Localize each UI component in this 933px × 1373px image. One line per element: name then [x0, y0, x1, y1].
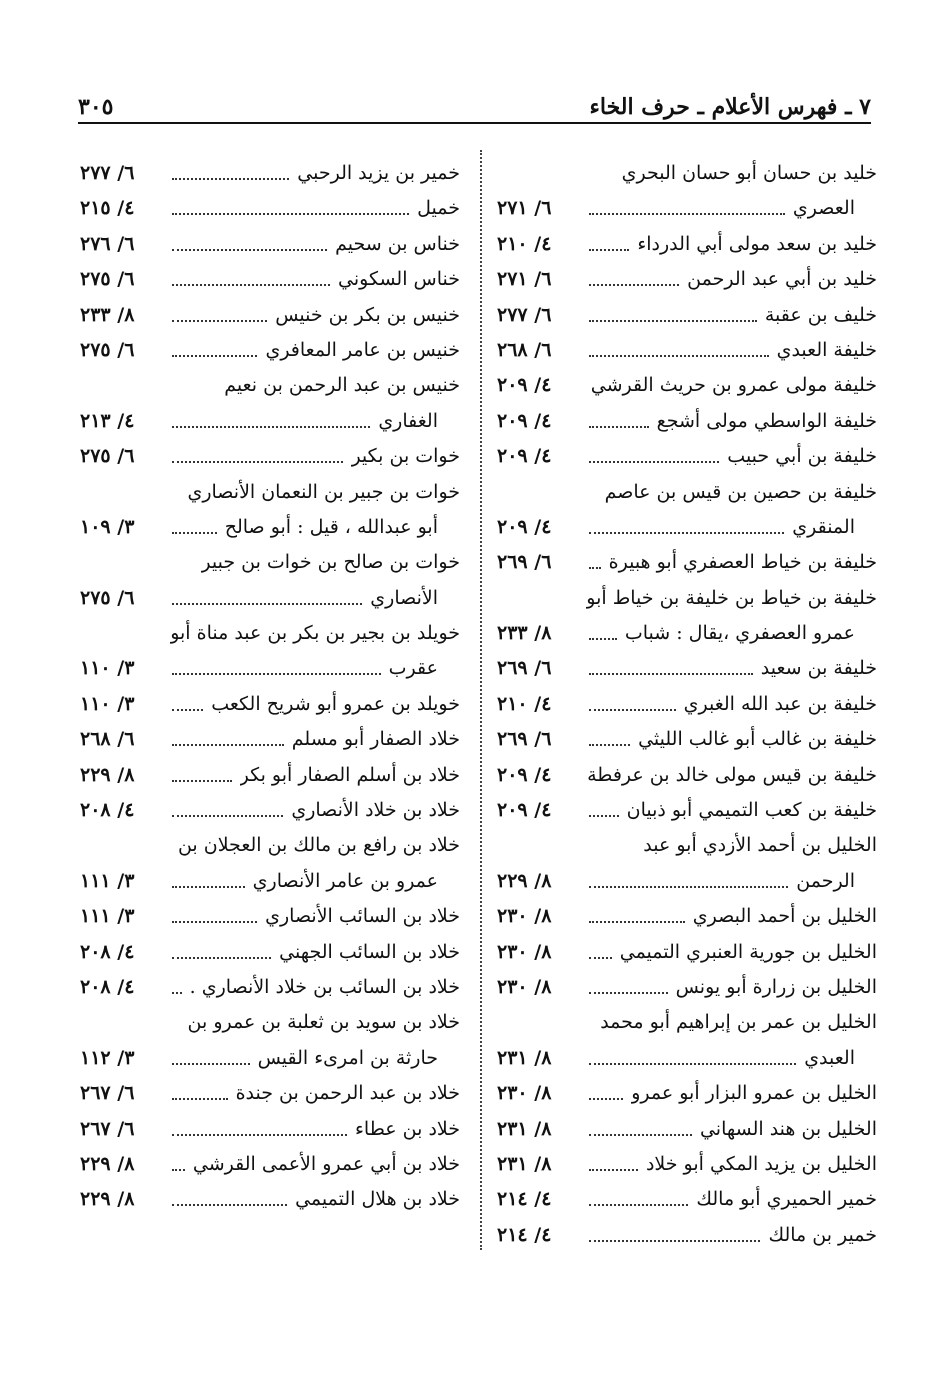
entry-name: خليفة بن قيس مولى خالد بن عرفطة — [587, 763, 877, 786]
index-entry — [80, 581, 460, 616]
index-entry — [80, 227, 460, 262]
leader-dots — [589, 886, 788, 888]
entry-name: خليفة بن حصين بن قيس بن عاصم — [604, 480, 877, 503]
index-entry — [80, 935, 460, 970]
entry-name: خلاد الصفار أبو مسلم — [291, 728, 460, 751]
entry-reference: ٤/ ٢٠٩ — [497, 445, 552, 468]
index-entry — [80, 758, 460, 793]
column-divider — [480, 150, 482, 1250]
entry-reference: ٤/ ٢٠٩ — [497, 409, 552, 432]
index-entry — [80, 1041, 460, 1076]
index-entry — [497, 1182, 877, 1217]
entry-name: خوات بن صالح بن خوات بن جبير — [201, 551, 460, 574]
leader-dots — [589, 921, 685, 923]
leader-dots — [589, 673, 753, 675]
index-entry — [497, 1112, 877, 1147]
index-entry — [80, 298, 460, 333]
entry-name: خلاد بن عبد الرحمن بن جندة — [235, 1082, 460, 1105]
leader-dots — [172, 355, 257, 357]
leader-dots — [172, 815, 283, 817]
index-entry — [80, 970, 460, 1005]
index-entry — [497, 404, 877, 439]
index-entry — [497, 1041, 877, 1076]
entry-name: خلاد بن خلاد الأنصاري — [291, 799, 460, 822]
entry-name: خوات بن بكير — [351, 445, 460, 468]
index-entry — [497, 1076, 877, 1111]
leader-dots — [172, 744, 284, 746]
entry-name: خليفة بن سعيد — [760, 657, 877, 680]
entry-reference: ٤/ ٢١٥ — [80, 197, 135, 220]
index-entry — [497, 156, 877, 191]
leader-dots — [172, 284, 330, 286]
entry-name: خليف بن عقبة — [764, 303, 877, 326]
entry-name: خليفة العبدي — [776, 338, 877, 361]
index-entry — [497, 545, 877, 580]
index-entry — [80, 545, 460, 580]
entry-name: الخليل بن هند السهاني — [699, 1117, 877, 1140]
entry-name: العصري — [792, 197, 855, 220]
index-entry — [80, 1182, 460, 1217]
entry-name: حارثة بن امرىء القيس — [257, 1046, 438, 1069]
page-title: ٧ ـ فهرس الأعلام ـ حرف الخاء — [589, 94, 871, 120]
entry-reference: ٨/ ٢٣٠ — [497, 940, 552, 963]
entry-name: خلاد بن السائب الأنصاري — [265, 905, 460, 928]
entry-name: خلاد بن أبي عمرو الأعمى القرشي — [192, 1152, 460, 1175]
leader-dots — [172, 426, 370, 428]
entry-reference: ٤/ ٢٠٨ — [80, 940, 135, 963]
entry-reference: ٦/ ٢٦٨ — [497, 338, 552, 361]
entry-name: الخليل بن جورية العنبري التميمي — [619, 940, 877, 963]
index-entry — [497, 1147, 877, 1182]
index-entry — [80, 510, 460, 545]
index-entry — [497, 298, 877, 333]
index-entry — [80, 404, 460, 439]
leader-dots — [589, 815, 619, 817]
entry-name: عمرو بن عامر الأنصاري — [252, 869, 438, 892]
index-entry — [497, 227, 877, 262]
leader-dots — [172, 532, 217, 534]
leader-dots — [589, 532, 784, 534]
index-entry — [497, 191, 877, 226]
index-entry — [497, 687, 877, 722]
index-entry — [497, 793, 877, 828]
entry-name: عقرب — [388, 657, 438, 680]
entry-reference: ٤/ ٢٠٩ — [497, 763, 552, 786]
leader-dots — [172, 957, 271, 959]
entry-name: الخليل بن عمر بن إبراهيم أبو محمد — [600, 1011, 877, 1034]
entry-name: خمير بن يزيد الرحبي — [297, 162, 460, 184]
entry-reference: ٤/ ٢١٤ — [497, 1223, 552, 1246]
entry-reference: ٦/ ٢٦٩ — [497, 551, 552, 574]
entry-reference: ٨/ ٢٢٩ — [80, 763, 135, 786]
entry-name: خليد بن أبي عبد الرحمن — [687, 268, 877, 291]
leader-dots — [589, 567, 601, 569]
leader-dots — [589, 320, 757, 322]
leader-dots — [172, 1204, 287, 1206]
index-entry — [497, 722, 877, 757]
entry-name: خويلد بن عمرو أبو شريح الكعب — [211, 692, 460, 715]
entry-reference: ٦/ ٢٦٧ — [80, 1117, 135, 1140]
entry-reference: ٨/ ٢٣٣ — [497, 622, 552, 645]
leader-dots — [589, 1169, 638, 1171]
entry-reference: ٤/ ٢٠٨ — [80, 799, 135, 822]
entry-reference: ٤/ ٢١٣ — [80, 409, 135, 432]
entry-reference: ٦/ ٢٦٩ — [497, 728, 552, 751]
leader-dots — [589, 709, 676, 711]
entry-name: خناس السكوني — [338, 268, 460, 291]
entry-name: خليفة بن خياط بن خليفة بن خياط أبو — [586, 586, 877, 609]
entry-name: خمير بن مالك — [768, 1223, 877, 1246]
entry-name: خلاد بن سويد بن ثعلبة بن عمرو بن — [187, 1011, 460, 1034]
index-entry — [80, 1147, 460, 1182]
index-entry — [497, 970, 877, 1005]
index-entry — [497, 439, 877, 474]
index-entry — [497, 935, 877, 970]
leader-dots — [172, 249, 327, 251]
entry-reference: ٨/ ٢٣٠ — [497, 905, 552, 928]
entry-name: خليد بن حسان أبو حسان البحري — [621, 162, 877, 184]
index-entry — [497, 333, 877, 368]
leader-dots — [589, 957, 612, 959]
entry-name: الخليل بن عمرو البزار أبو عمرو — [631, 1082, 877, 1105]
index-entry — [497, 864, 877, 899]
entry-name: خلاد بن رافع بن مالك بن العجلان بن — [177, 834, 460, 857]
entry-name: الغفاري — [378, 409, 438, 432]
leader-dots — [589, 992, 668, 994]
leader-dots — [172, 178, 289, 180]
index-entry — [80, 899, 460, 934]
entry-name: خليفة بن عبد الله الغبري — [683, 692, 877, 715]
entry-reference: ٦/ ٢٦٨ — [80, 728, 135, 751]
entry-name: الخليل بن أحمد البصري — [692, 905, 877, 928]
leader-dots — [589, 1134, 692, 1136]
entry-reference: ٤/ ٢١٠ — [497, 232, 552, 255]
entry-reference: ٨/ ٢٣٣ — [80, 303, 135, 326]
entry-name: خنيس بن عبد الرحمن بن نعيم — [224, 374, 460, 397]
entry-reference: ٨/ ٢٣١ — [497, 1046, 552, 1069]
index-entry — [497, 262, 877, 297]
entry-name: الخليل بن زرارة أبو يونس — [675, 975, 877, 998]
entry-reference: ٣/ ١١٠ — [80, 692, 135, 715]
index-entry — [80, 1112, 460, 1147]
entry-reference: ٦/ ٢٧٥ — [80, 338, 135, 361]
leader-dots — [172, 213, 409, 215]
page-number: ٣٠٥ — [78, 94, 114, 120]
leader-dots — [589, 249, 629, 251]
leader-dots — [172, 886, 245, 888]
entry-name: المنقري — [792, 515, 855, 538]
leader-dots — [589, 426, 649, 428]
leader-dots — [172, 992, 182, 994]
entry-reference: ٦/ ٢٧٧ — [80, 162, 135, 184]
index-entry — [80, 156, 460, 191]
index-entry — [497, 828, 877, 863]
entry-reference: ٤/ ٢١٠ — [497, 692, 552, 715]
entry-name: خلاد بن السائب الجهني — [279, 940, 460, 963]
entry-name: خليفة بن أبي حبيب — [727, 445, 877, 468]
entry-reference: ٦/ ٢٧٥ — [80, 586, 135, 609]
index-entry — [497, 1005, 877, 1040]
index-entry — [80, 368, 460, 403]
index-entry — [80, 864, 460, 899]
leader-dots — [589, 284, 679, 286]
index-entry — [497, 475, 877, 510]
entry-name: خليفة بن كعب التميمي أبو ذبيان — [626, 799, 877, 822]
entry-name: خليد بن سعد مولى أبي الدرداء — [637, 232, 877, 255]
index-entry — [497, 510, 877, 545]
entry-reference: ٦/ ٢٧١ — [497, 197, 552, 220]
leader-dots — [172, 673, 381, 675]
index-entry — [80, 191, 460, 226]
entry-reference: ٦/ ٢٧٦ — [80, 232, 135, 255]
entry-name: الأنصاري — [370, 586, 438, 609]
index-entry — [80, 651, 460, 686]
leader-dots — [589, 744, 630, 746]
page-header — [78, 84, 871, 120]
index-entry — [80, 262, 460, 297]
entry-reference: ٤/ ٢٠٩ — [497, 799, 552, 822]
index-entry — [497, 581, 877, 616]
entry-name: خلاد بن أسلم الصفار أبو بكر — [239, 763, 460, 786]
entry-reference: ٨/ ٢٣٠ — [497, 1082, 552, 1105]
entry-name: خلاد بن عطاء — [354, 1117, 460, 1140]
entry-reference: ٦/ ٢٦٧ — [80, 1082, 135, 1105]
leader-dots — [172, 461, 343, 463]
entry-reference: ٣/ ١١١ — [80, 869, 135, 892]
leader-dots — [172, 1098, 228, 1100]
index-entry — [497, 616, 877, 651]
entry-name: أبو عبدالله ، قيل : أبو صالح — [224, 515, 438, 538]
index-entry — [80, 475, 460, 510]
entry-reference: ٤/ ٢٠٩ — [497, 374, 552, 397]
index-entry — [80, 722, 460, 757]
entry-name: خليفة بن غالب أبو غالب الليثي — [638, 728, 877, 751]
index-entry — [497, 368, 877, 403]
entry-name: خنيس بن عامر المعافري — [265, 338, 460, 361]
entry-name: خويلد بن بجير بن بكر بن عبد مناة أبو — [170, 622, 460, 645]
entry-name: خليفة مولى عمرو بن حريث القرشي — [590, 374, 877, 397]
entry-reference: ٤/ ٢١٤ — [497, 1188, 552, 1211]
index-entry — [80, 687, 460, 722]
leader-dots — [589, 461, 719, 463]
leader-dots — [589, 213, 785, 215]
entry-reference: ٤/ ٢٠٨ — [80, 975, 135, 998]
entry-name: خناس بن سحيم — [335, 232, 460, 255]
leader-dots — [589, 1063, 796, 1065]
entry-reference: ٣/ ١١٠ — [80, 657, 135, 680]
leader-dots — [172, 1063, 250, 1065]
entry-reference: ٨/ ٢٣١ — [497, 1117, 552, 1140]
index-entry — [80, 1005, 460, 1040]
index-entry — [80, 1076, 460, 1111]
entry-name: خلاد بن السائب بن خلاد الأنصاري . — [189, 975, 460, 998]
leader-dots — [172, 709, 203, 711]
leader-dots — [589, 355, 769, 357]
index-entry — [497, 899, 877, 934]
index-column-right — [497, 156, 877, 1253]
index-entry — [497, 651, 877, 686]
leader-dots — [172, 320, 267, 322]
leader-dots — [172, 1134, 347, 1136]
entry-name: خمير الحميري أبو مالك — [696, 1188, 877, 1211]
entry-name: خليفة الواسطي مولى أشجع — [656, 409, 877, 432]
entry-name: خليفة بن خياط العصفري أبو هبيرة — [608, 551, 877, 574]
leader-dots — [172, 1169, 185, 1171]
entry-reference: ٤/ ٢٠٩ — [497, 515, 552, 538]
entry-reference: ٦/ ٢٧٥ — [80, 268, 135, 291]
entry-reference: ٦/ ٢٧٥ — [80, 445, 135, 468]
entry-reference: ٦/ ٢٧٧ — [497, 303, 552, 326]
entry-name: خنيس بن بكر بن خنيس — [275, 303, 460, 326]
index-entry — [80, 828, 460, 863]
entry-name: الخليل بن يزيد المكي أبو خلاد — [645, 1152, 877, 1175]
index-entry — [80, 439, 460, 474]
entry-reference: ٣/ ١١٢ — [80, 1046, 135, 1069]
leader-dots — [589, 1240, 760, 1242]
index-entry — [497, 1218, 877, 1253]
entry-reference: ٨/ ٢٢٩ — [80, 1188, 135, 1211]
entry-reference: ٨/ ٢٣٠ — [497, 975, 552, 998]
index-entry — [80, 793, 460, 828]
index-entry — [497, 758, 877, 793]
entry-reference: ٦/ ٢٦٩ — [497, 657, 552, 680]
leader-dots — [172, 780, 232, 782]
entry-reference: ٨/ ٢٢٩ — [80, 1152, 135, 1175]
entry-reference: ٣/ ١١١ — [80, 905, 135, 928]
entry-name: الخليل بن أحمد الأزدي أبو عبد — [643, 834, 877, 857]
leader-dots — [589, 1204, 688, 1206]
leader-dots — [172, 921, 257, 923]
entry-name: خلاد بن هلال التميمي — [295, 1188, 460, 1211]
entry-name: عمرو العصفري ،يقال : شباب — [624, 622, 855, 645]
index-entry — [80, 333, 460, 368]
leader-dots — [589, 1098, 623, 1100]
leader-dots — [589, 638, 617, 640]
entry-name: خميل — [417, 197, 460, 220]
leader-dots — [172, 603, 362, 605]
entry-name: الرحمن — [796, 869, 855, 892]
index-column-left — [80, 156, 460, 1218]
entry-name: خوات بن جبير بن النعمان الأنصاري — [187, 480, 460, 503]
entry-reference: ٨/ ٢٢٩ — [497, 869, 552, 892]
entry-name: العبدي — [804, 1046, 855, 1069]
entry-reference: ٦/ ٢٧١ — [497, 268, 552, 291]
index-entry — [80, 616, 460, 651]
header-rule — [78, 122, 871, 124]
entry-reference: ٣/ ١٠٩ — [80, 515, 135, 538]
entry-reference: ٨/ ٢٣١ — [497, 1152, 552, 1175]
